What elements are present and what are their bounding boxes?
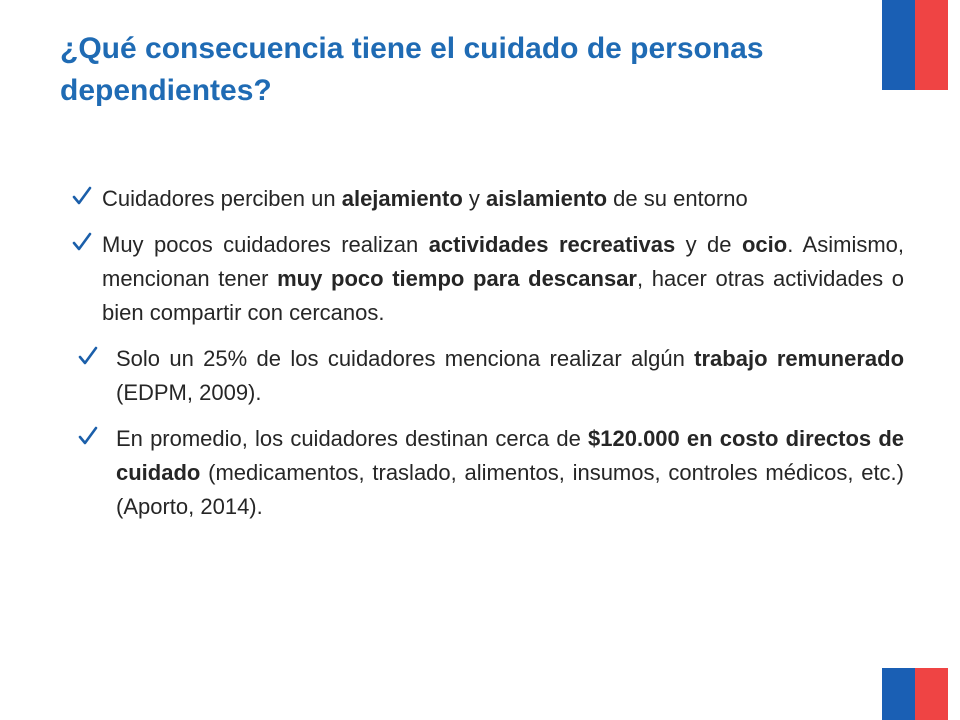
checkmark-icon (78, 422, 98, 452)
flag-decoration-top (882, 0, 948, 90)
bullet-item (72, 422, 904, 524)
bullet-text: Muy pocos cuidadores realizan actividades recreativas y de ocio. Asimismo, mencionan tener muy poco tiempo para descansar, hacer otras actividades o bien compartir con cercanos. (102, 232, 905, 325)
bullet-text: Solo un 25% de los cuidadores menciona realizar algún trabajo remunerado (EDPM, 2009). (116, 346, 905, 405)
bullet-item (72, 342, 904, 410)
slide-title: ¿Qué consecuencia tiene el cuidado de personas dependientes? (60, 32, 764, 107)
checkmark-icon (78, 342, 98, 372)
bullet-text: En promedio, los cuidadores destinan cerca de $120.000 en costo directos de cuidado (medicamentos, traslado, alimentos, insumos, controles médicos, etc.) (Aporto, 2014). (116, 426, 904, 519)
checkmark-icon (72, 228, 92, 258)
flag-red-stripe (915, 0, 948, 90)
flag-blue-stripe (882, 0, 915, 90)
flag-decoration-bottom (882, 668, 948, 720)
flag-blue-stripe (882, 668, 915, 720)
bullet-text: Cuidadores perciben un alejamiento y aislamiento de su entorno (102, 186, 748, 211)
checkmark-icon (72, 182, 92, 212)
flag-red-stripe (915, 668, 948, 720)
bullet-list (72, 182, 904, 536)
bullet-item (72, 228, 904, 330)
bullet-item (72, 182, 904, 216)
